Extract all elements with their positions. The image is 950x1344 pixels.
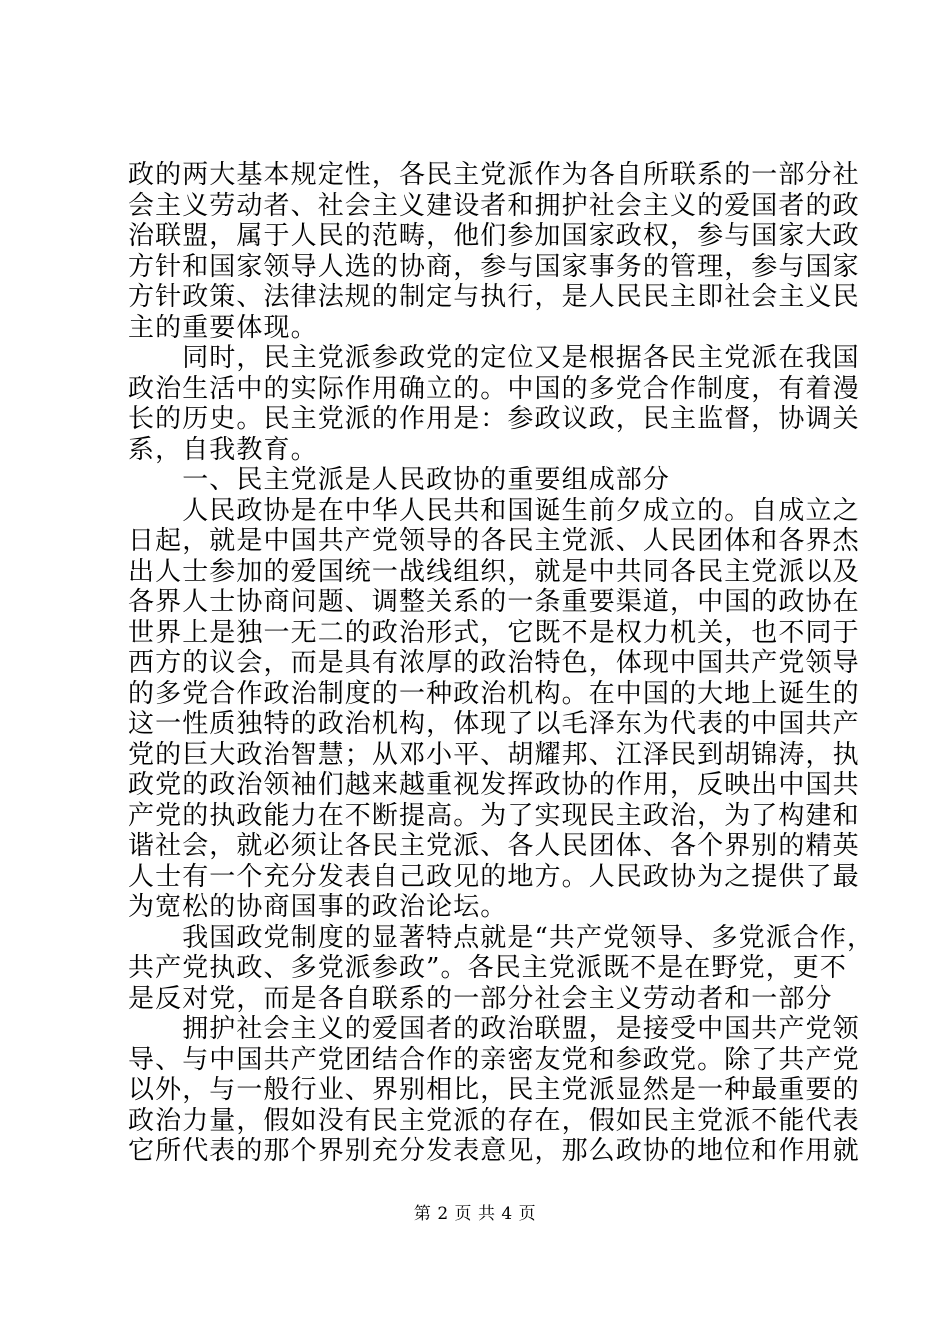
- text-line: 拥护社会主义的爱国者的政治联盟，是接受中国共产党领: [128, 1014, 860, 1044]
- text-line: 治联盟，属于人民的范畴，他们参加国家政权，参与国家大政: [128, 221, 860, 251]
- text-line: 日起，就是中国共产党领导的各民主党派、人民团体和各界杰: [128, 526, 860, 556]
- text-line: 世界上是独一无二的政治形式，它既不是权力机关，也不同于: [128, 617, 860, 648]
- text-line: 人士有一个充分发表自己政见的地方。人民政协为之提供了最: [128, 861, 860, 892]
- text-line: 共产党执政、多党派参政”。各民主党派既不是在野党，更不: [128, 953, 847, 983]
- text-line: 长的历史。民主党派的作用是：参政议政，民主监督，协调关: [128, 404, 860, 434]
- text-line: 各界人士协商问题、调整关系的一条重要渠道，中国的政协在: [128, 587, 860, 617]
- text-line: 政的两大基本规定性，各民主党派作为各自所联系的一部分社: [128, 160, 860, 190]
- text-line: 导、与中国共产党团结合作的亲密友党和参政党。除了共产党: [128, 1044, 860, 1075]
- text-line: 这一性质独特的政治机构，体现了以毛泽东为代表的中国共产: [128, 709, 860, 739]
- text-line: 人民政协是在中华人民共和国诞生前夕成立的。自成立之: [128, 495, 860, 526]
- section-heading: 一、民主党派是人民政协的重要组成部分: [128, 465, 671, 495]
- text-line: 政党的政治领袖们越来越重视发挥政协的作用，反映出中国共: [128, 770, 860, 800]
- text-line: 为宽松的协商国事的政治论坛。: [128, 892, 508, 922]
- text-line: 系，自我教育。: [128, 434, 318, 465]
- text-line: 以外，与一般行业、界别相比，民主党派显然是一种最重要的: [128, 1075, 860, 1105]
- text-line: 谐社会，就必须让各民主党派、各人民团体、各个界别的精英: [128, 831, 860, 861]
- text-line: 出人士参加的爱国统一战线组织，就是中共同各民主党派以及: [128, 556, 860, 587]
- text-line: 它所代表的那个界别充分发表意见，那么政协的地位和作用就: [128, 1136, 860, 1166]
- text-line: 会主义劳动者、社会主义建设者和拥护社会主义的爱国者的政: [128, 190, 860, 221]
- text-line: 主的重要体现。: [128, 312, 318, 343]
- text-line: 政治生活中的实际作用确立的。中国的多党合作制度，有着漫: [128, 373, 860, 404]
- text-line: 同时，民主党派参政党的定位又是根据各民主党派在我国: [128, 343, 860, 373]
- text-line: 产党的执政能力在不断提高。为了实现民主政治，为了构建和: [128, 800, 860, 831]
- text-line: 党的巨大政治智慧；从邓小平、胡耀邦、江泽民到胡锦涛，执: [128, 739, 860, 770]
- text-line: 方针和国家领导人选的协商，参与国家事务的管理，参与国家: [128, 251, 860, 282]
- text-line: 政治力量，假如没有民主党派的存在，假如民主党派不能代表: [128, 1105, 860, 1136]
- text-line: 的多党合作政治制度的一种政治机构。在中国的大地上诞生的: [128, 678, 860, 709]
- text-line: 我国政党制度的显著特点就是“共产党领导、多党派合作，: [128, 922, 875, 953]
- text-line: 西方的议会，而是具有浓厚的政治特色，体现中国共产党领导: [128, 648, 860, 678]
- text-line: 是反对党，而是各自联系的一部分社会主义劳动者和一部分: [128, 983, 833, 1014]
- text-line: 方针政策、法律法规的制定与执行，是人民民主即社会主义民: [128, 282, 860, 312]
- page-number-footer: 第 2 页 共 4 页: [413, 1203, 537, 1224]
